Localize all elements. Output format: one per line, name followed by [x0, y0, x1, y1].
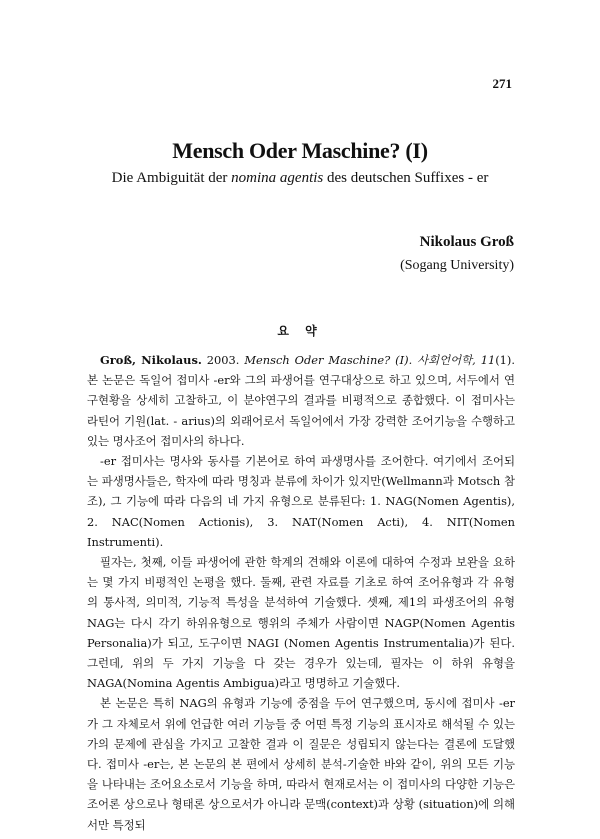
abstract-text: 본 논문은 독일어 접미사 -er와 그의 파생어를 연구대상으로 하고 있으며, 서두에서 연구현황을 상세히 고찰하고, 이 분야연구의 결과를 비평적으로 종합했다. 이 접미사는 라틴어 기원(lat. - arius)의 외래어로서 독일어에서 가장 강력한 조어기능을 수행하고 있는 명사조어 접미사의 하나다.	[87, 373, 515, 448]
abstract-paragraph: 본 논문은 특히 NAG의 유형과 기능에 중점을 두어 연구했으며, 동시에 접미사 -er가 그 자체로서 위에 언급한 여러 기능들 중 어떤 특정 기능의 표시자로 해석될 수 있는가의 문제에 관심을 가지고 고찰한 결과 이 질문은 성립되지 않는다는 결론에 도달했다. 접미사 -er는, 본 논문의 본 편에서 상세히 분석-기술한 바와 같이, 위의 모든 기능을 나타내는 조어요소로서 기능을 하며, 따라서 현재로서는 이 접미사의 다양한 기능은 조어론 상으로나 형태론 상으로서가 아니라 문맥(context)과 상황 (situation)에 의해서만 특정되	[87, 696, 515, 832]
abstract-paragraph: 필자는, 첫째, 이들 파생어에 관한 학계의 견해와 이론에 대하여 수정과 보완을 요하는 몇 가지 비평적인 논평을 했다. 둘째, 관련 자료를 기초로 하여 조어유형과 각 유형의 통사적, 의미적, 기능적 특성을 분석하여 기술했다. 셋째, 제1의 파생조어의 유형 NAG는 다시 각기 하위유형으로 행위의 주체가 사람이면 NAGP(Nomen Agentis Personalia)가 되고, 도구이면 NAGI (Nomen Agentis Instrumentalia)가 된다. 그런데, 위의 두 가지 기능을 다 갖는 경우가 있는데, 필자는 이 하위 유형을 NAGA(Nomina Agentis Ambigua)라고 명명하고 기술했다.	[87, 555, 515, 691]
citation-authors: Groß, Nikolaus.	[100, 353, 202, 367]
author-affiliation: (Sogang University)	[400, 258, 514, 273]
subtitle-italic: nomina agentis	[231, 170, 324, 186]
paper-title: Mensch Oder Maschine? (I)	[172, 138, 428, 163]
subtitle-text: Die Ambiguität der	[111, 170, 232, 186]
author-name: Nikolaus Groß	[419, 234, 514, 250]
subtitle-suffix: des deutschen Suffixes - er	[323, 170, 489, 186]
abstract-paragraph: -er 접미사는 명사와 동사를 기본어로 하여 파생명사를 조어한다. 여기에서 조어되는 파생명사들은, 학자에 따라 명칭과 분류에 차이가 있지만(Wellmann과 Motsch 참조), 그 기능에 따라 다음의 네 가지 유형으로 분류된다: 1. NAG(Nomen Agentis), 2. NAC(Nomen Actionis), 3. NAT(Nomen Acti), 4. NIT(Nomen Instrumenti).	[87, 454, 515, 549]
citation-title: Mensch Oder Maschine? (I). 사회언어학, 11	[244, 353, 496, 367]
citation-issue: (1).	[495, 353, 515, 367]
abstract-paragraph	[87, 350, 515, 451]
paper-subtitle	[0, 170, 600, 187]
abstract-body	[87, 350, 515, 835]
citation-year: 2003.	[201, 353, 245, 367]
page-number: 271	[492, 76, 512, 91]
abstract-heading: 요 약	[277, 324, 323, 338]
